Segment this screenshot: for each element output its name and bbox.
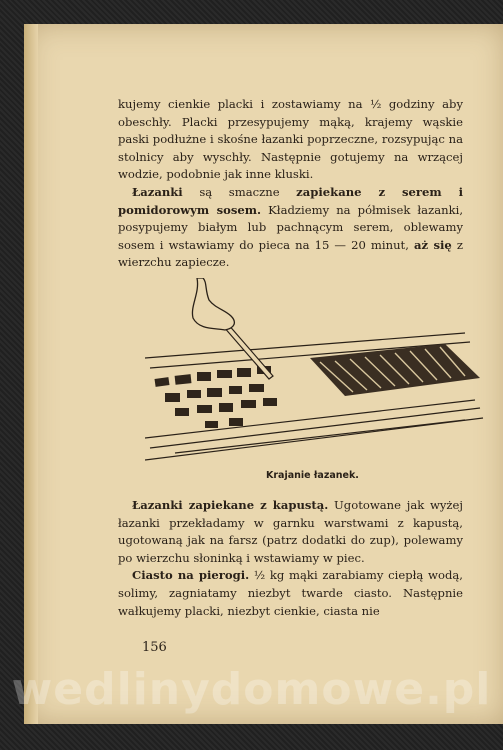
figure-caption: Krajanie łazanek. — [266, 470, 359, 481]
paragraph-4 — [118, 567, 463, 620]
paragraph-3-text: Ugotowane jak wyżej łazanki przekładamy w garnku warstwami z kapustą, ugotowaną jak na farsz (patrz dodatki do zup), polewamy po wierzchu słoninką i wstawiamy w piec. — [118, 498, 463, 565]
paragraph-2-text-3: z wierzchu zapiecze. — [118, 237, 463, 270]
page-number: 156 — [142, 640, 167, 655]
top-text-block — [118, 96, 463, 272]
paragraph-2-text-2: Kładziemy na półmisek łazanki, posypujemy białym lub pachnącym serem, oblewamy sosem i wstawiamy do pieca na 15 — 20 minut, — [118, 202, 463, 252]
paragraph-2-heading: Łazanki — [132, 184, 183, 199]
paragraph-3 — [118, 497, 463, 567]
bottom-text-block — [118, 497, 463, 620]
site-watermark: wedlinydomowe.pl — [11, 664, 492, 715]
paragraph-4-text: ½ kg mąki zarabiamy ciepłą wodą, solimy, zagniatamy niezbyt twarde ciasto. Następnie wałkujemy placki, niezbyt cienkie, ciasta nie — [118, 568, 463, 618]
paragraph-3-heading: Łazanki zapiekane z kapustą. — [132, 498, 329, 512]
paragraph-2-bold-phrase: zapiekane z serem i pomidorowym sosem. — [118, 184, 464, 217]
page-edge — [24, 24, 38, 724]
cutting-lazanki-illustration — [145, 278, 485, 468]
paragraph-4-heading: Ciasto na pierogi. — [132, 568, 250, 583]
paragraph-2-bold-phrase-2: aż się — [413, 237, 452, 252]
paragraph-2-text-1: są smaczne — [182, 184, 297, 199]
paragraph-1: kujemy cienkie placki i zostawiamy na ½ godziny aby obeschły. Placki przesypujemy mąką, krajemy wąskie paski podłużne i skośne łazanki poprzeczne, rozsypując na stolnicy aby wyschły. Następnie gotujemy na wrzącej wodzie, podobnie jak inne kluski. — [118, 97, 463, 182]
paragraph-2 — [118, 184, 463, 272]
